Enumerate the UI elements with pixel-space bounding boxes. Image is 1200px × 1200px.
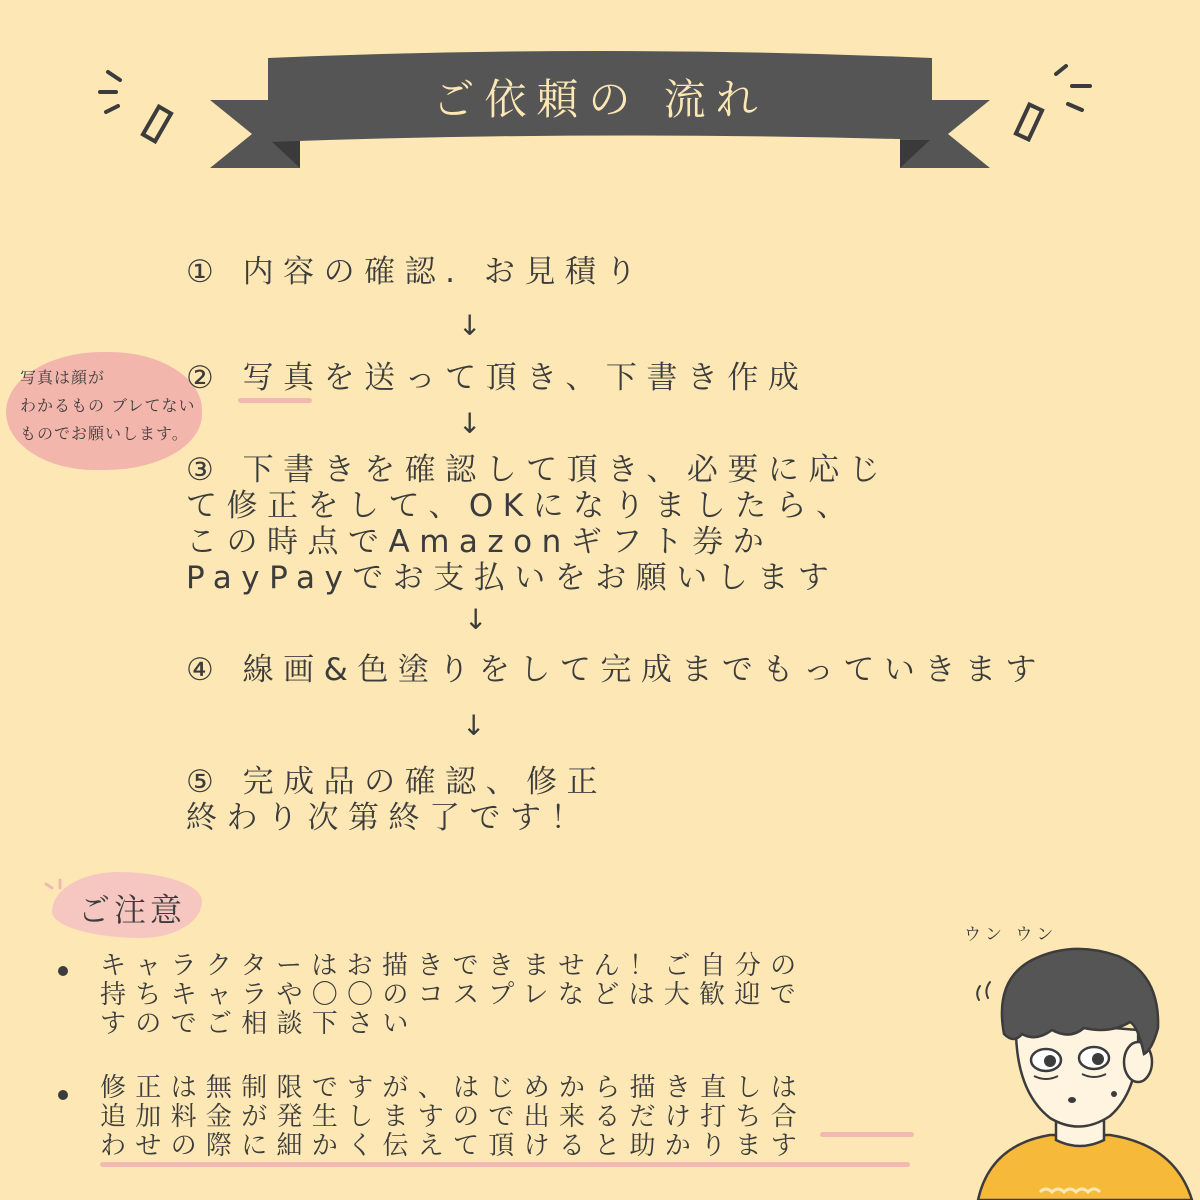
caution-bullet-2	[100, 1074, 806, 1161]
step-3-line: ③ 下書きを確認して頂き、必要に応じ	[186, 452, 890, 488]
step-4-line: ④ 線画&色塗りをして完成までもっていきます	[186, 652, 1046, 688]
caution-bullet-line: 持ちキャラや〇〇のコスプレなどは大歓迎で	[100, 980, 805, 1010]
character-exclamation: ウン ウン	[964, 925, 1058, 945]
side-note	[20, 364, 210, 448]
step-3-line: この時点でAmazonギフト券か	[186, 524, 774, 560]
caution-bullet-line: キャラクターはお描きできません！ご自分の	[100, 951, 806, 981]
left-sparkle-icon	[100, 72, 171, 141]
highlight-underline	[820, 1132, 914, 1137]
side-note-line: ものでお願いします。	[20, 424, 189, 443]
caution-bullet-line: 修正は無制限ですが、はじめから描き直しは	[100, 1073, 807, 1103]
caution-bullet-line: 追加料金が発生しますので出来るだけ打ち合	[100, 1102, 807, 1132]
caution-title: ご注意	[78, 891, 187, 929]
step-5	[186, 764, 607, 836]
highlight-underline	[100, 1162, 910, 1167]
step-4	[186, 652, 1046, 688]
bullet-icon	[58, 1090, 68, 1100]
arrow-icon: ↓	[458, 407, 482, 440]
caution-bullet-line: わせの際に細かく伝えて頂けると助かります	[100, 1131, 807, 1161]
highlight-underline	[238, 398, 312, 403]
side-note-line: わかるもの ブレてない	[20, 396, 196, 415]
step-2	[186, 360, 808, 396]
step-1-line: ① 内容の確認. お見積り	[186, 254, 646, 290]
step-2-line: ② 写真を送って頂き、下書き作成	[186, 360, 809, 396]
caution-bullet-line: すのでご相談下さい	[100, 1009, 418, 1039]
arrow-icon: ↓	[458, 309, 482, 342]
side-note-line: 写真は顔が	[20, 368, 106, 387]
bullet-icon	[58, 966, 68, 976]
step-5-line: 終わり次第終了です！	[186, 800, 591, 836]
nodding-person-illustration	[960, 930, 1200, 1200]
caution-bullet-1	[100, 952, 805, 1039]
banner-title: ご依頼の 流れ	[432, 75, 768, 124]
arrow-icon: ↓	[464, 603, 488, 636]
step-3	[186, 452, 889, 596]
arrow-icon: ↓	[462, 709, 486, 742]
step-3-line: PayPayでお支払いをお願いします	[186, 560, 839, 596]
right-sparkle-icon	[1016, 66, 1090, 139]
step-3-line: て修正をして、OKになりましたら、	[186, 488, 857, 524]
step-5-line: ⑤ 完成品の確認、修正	[186, 764, 608, 800]
step-1	[186, 254, 646, 290]
